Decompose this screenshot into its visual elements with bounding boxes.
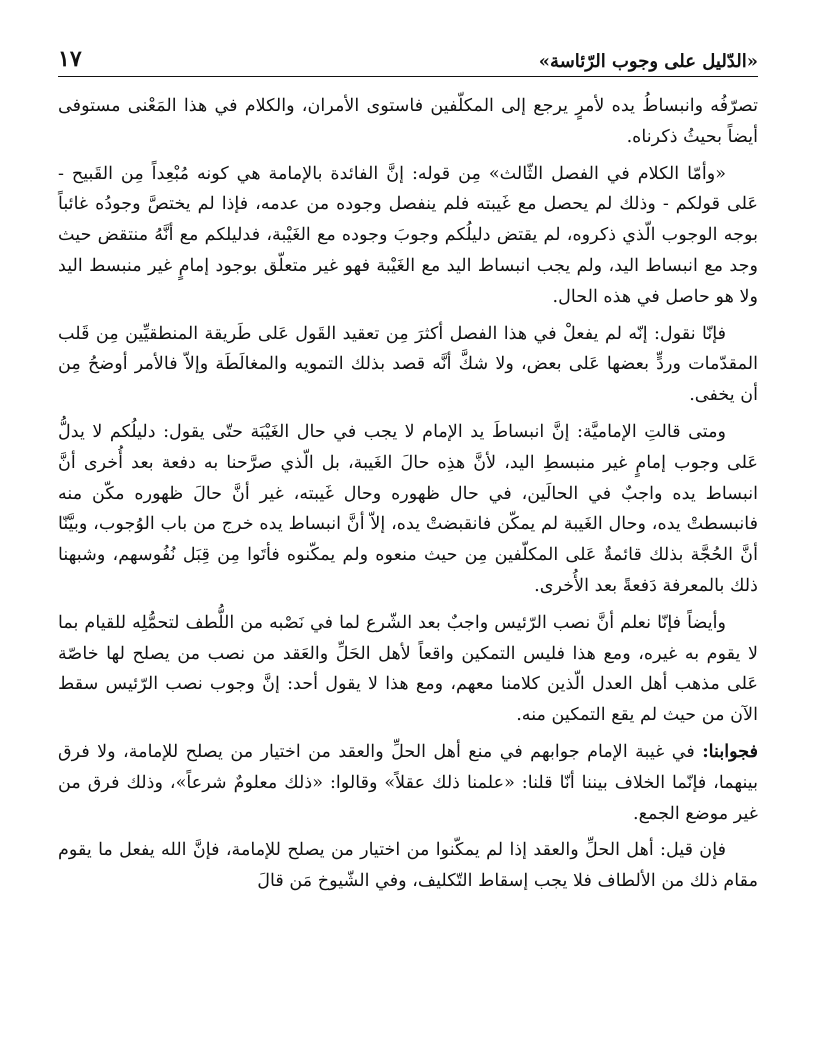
paragraph-6-text: في غيبة الإمام جوابهم في منع أهل الحلِّ والعقد من اختيار من يصلح للإمامة، ولا فرق بينهما، فإنّما الخلاف بيننا أنّا قلنا: «علمنا ذلك عقلاً» وقالوا: «ذلك معلومٌ شرعاً»، وذلك فرق من غير موضع الجمع.	[58, 741, 758, 824]
running-title: «الدّليل على وجوب الرّئاسة»	[538, 51, 758, 72]
paragraph-1	[58, 91, 758, 153]
body-text	[58, 91, 758, 897]
paragraph-5	[58, 608, 758, 731]
paragraph-2	[58, 159, 758, 313]
page-number: ١٧	[58, 46, 82, 72]
paragraph-4-text: ومتى قالتِ الإماميَّة: إنَّ انبساطَ يد الإمام لا يجب في حال الغَيْبَة حتّى يقول: دليلُكم لا يدلُّ عَلى وجوب إمامٍ غير منبسطِ اليد، لأنَّ هذِه حالَ الغَيبة، بل الّذي صرَّحنا به دفعة بعد أُخرى أنَّ انبساط يده واجبٌ في الحالَين، في حال ظهوره وحال غَيبته، غير أنَّ حالَ ظهوره مكّن منه فانبسطتْ يده، وحال الغَيبة لم يمكّن فانقبضتْ يده، إلاّ أنَّ انبساط يده خرج من باب الوُجوب، وبيَّنّا أنَّ الحُجَّة بذلك قائمةٌ عَلى المكلّفين مِن حيث منعوه ولم يمكّنوه فأتَوا مِن قِبَل نُفُوسهم، وشبهنا ذلك بالمعرفة دَفعةً بعد الأُخرى.	[58, 421, 758, 596]
document-page	[58, 40, 758, 897]
paragraph-7-text: فإن قيل: أهل الحلِّ والعقد إذا لم يمكّنوا من اختيار من يصلح للإمامة، فإنَّ الله يفعل ما يقوم مقام ذلك من الألطاف فلا يجب إسقاط التّكليف، وفي الشّيوخ مَن قالَ	[58, 840, 758, 892]
paragraph-7	[58, 835, 758, 897]
paragraph-6	[58, 737, 758, 829]
paragraph-6-lead: فجوابنا:	[702, 740, 758, 762]
paragraph-3	[58, 319, 758, 411]
paragraph-3-text: فإنّا نقول: إنّه لم يفعلْ في هذا الفصل أكثرَ مِن تعقيد القَول عَلى طَريقة المنطقيِّين مِن قَلب المقدّمات وردٍّ بعضها عَلى بعض، ولا شكَّ أنَّه قصد بذلك التمويه والمغالَطَة وإلاّ فالأمر أوضحُ مِن أن يخفى.	[58, 323, 758, 406]
running-header	[58, 40, 758, 77]
paragraph-5-text: وأيضاً فإنّا نعلم أنَّ نصب الرّئيس واجبٌ بعد الشّرع لما في نَصْبه من اللُّطف لتحمُّلِه للقيام بما لا يقوم به غيره، ومع هذا فليس التمكين واقعاً لأهل الحَلِّ والعَقد من نصب من يصلح لها خاصّة عَلى مذهب أهل العدل الّذين كلامنا معهم، ومع هذا لا يقول أحد: إنَّ وجوب نصب الرّئيس سقط الآن من حيث لم يقع التمكين منه.	[58, 612, 758, 726]
paragraph-2-text: «وأمّا الكلام في الفصل الثّالث» مِن قوله: إنَّ الفائدة بالإمامة هي كونه مُبْعِداً مِن القَبيح - عَلى قولكم - وذلك لم يحصل مع غَيبته فلم ينفصل وجوده من عدمه، فإذا لم يختصَّ وجودُه غائباً بوجه الوجوب الّذي ذكروه، لم يقتض دليلُكم وجوبَ وجوده مع الغَيْبة، فدليلكم مع أنَّهُ منتقض حيث وجد مع انبساط اليد، ولم يجب انبساط اليد مع الغَيْبة فهو غير متعلّق بوجود إمامٍ غير منبسط اليد ولا هو حاصل في هذه الحال.	[58, 163, 758, 307]
paragraph-1-text: تصرّفُه وانبساطُ يده لأمرٍ يرجع إلى المكلّفين فاستوى الأمران، والكلام في هذا المَعْنى مستوفى أيضاً بحيثُ ذكرناه.	[58, 96, 758, 147]
paragraph-4	[58, 417, 758, 602]
